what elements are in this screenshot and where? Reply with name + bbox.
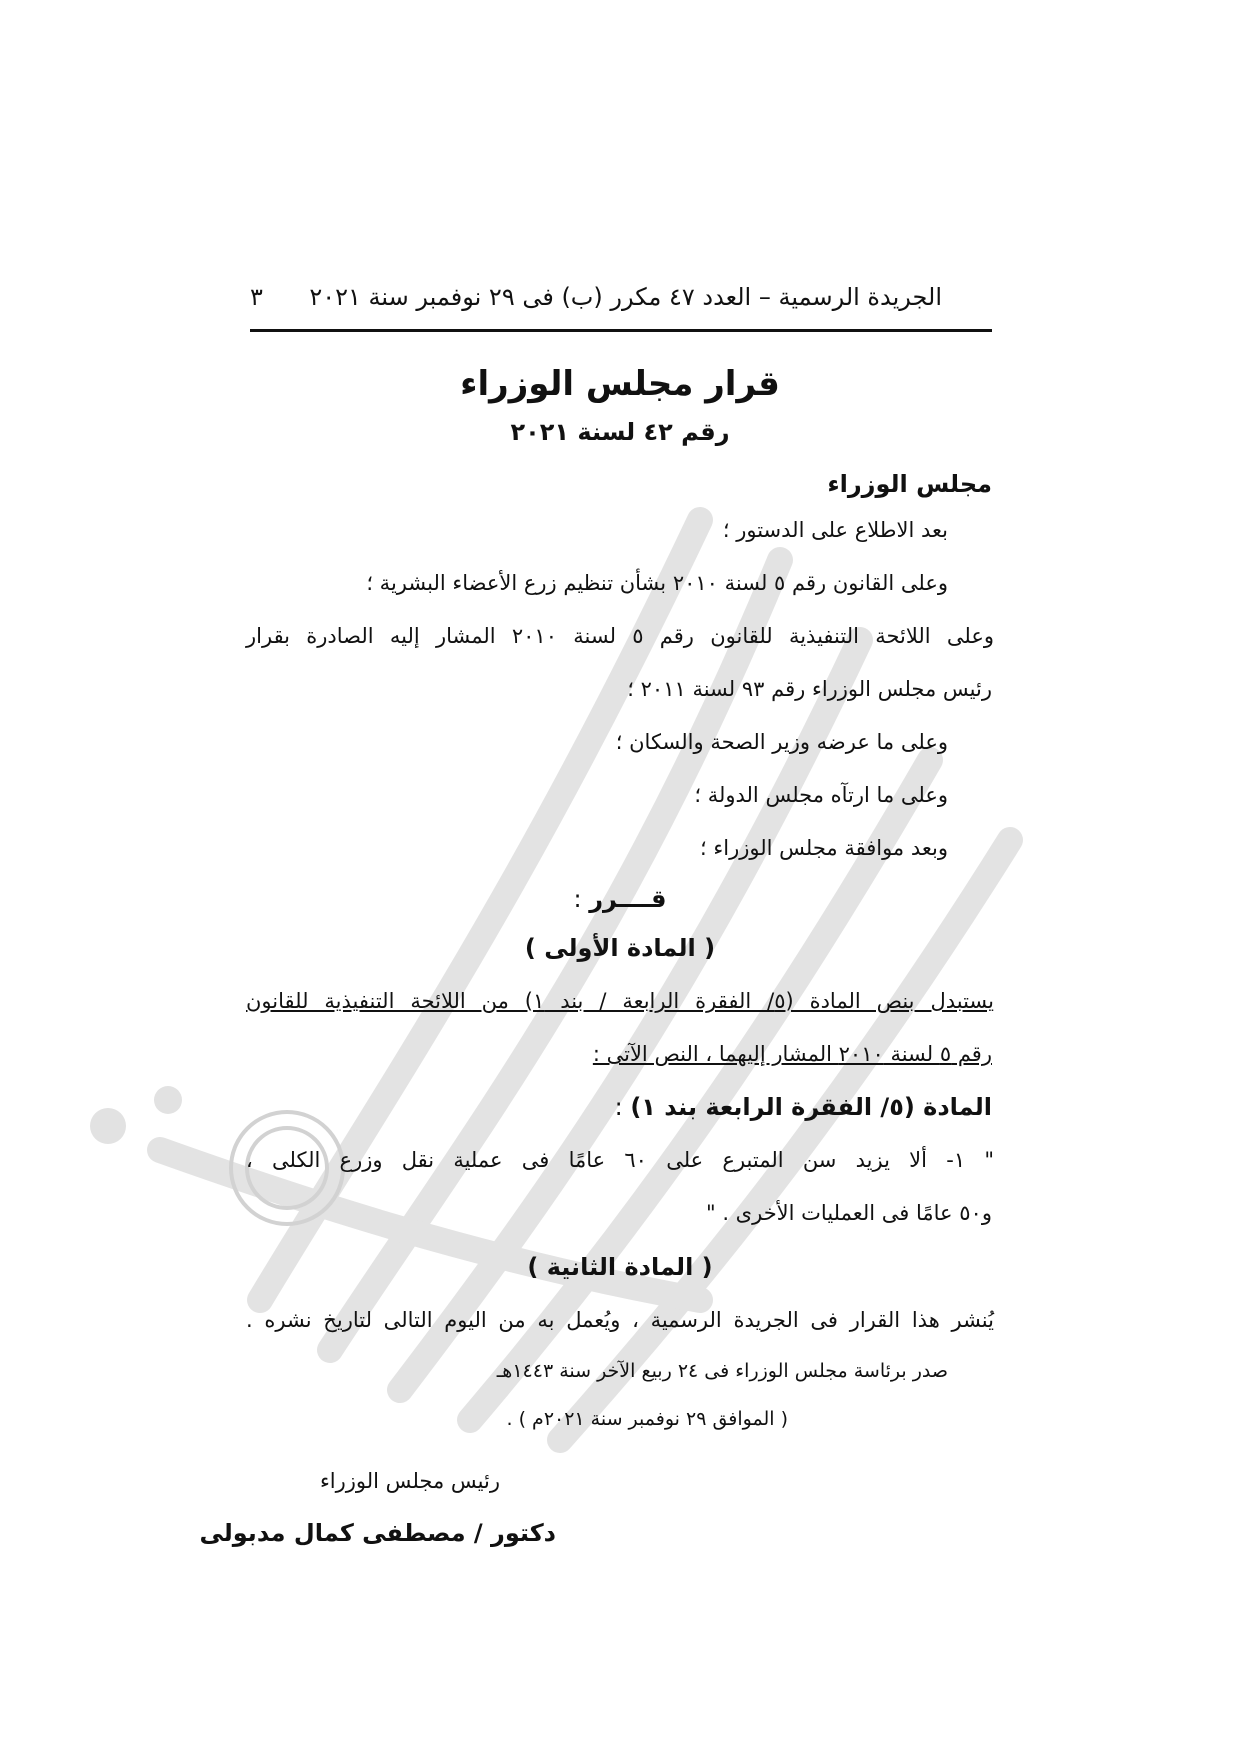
article-1-line-1: يستبدل بنص المادة (٥/ الفقرة الرابعة / بند ١) من اللائحة التنفيذية للقانون (246, 989, 994, 1013)
header-rule (250, 329, 992, 332)
preamble-line-6: وبعد موافقة مجلس الوزراء ؛ (700, 836, 948, 860)
article-5-heading-text: المادة (٥/ الفقرة الرابعة بند ١) (630, 1093, 992, 1121)
signature-name: دكتور / مصطفى كمال مدبولى (199, 1519, 556, 1547)
article-5-heading-colon: : (614, 1093, 631, 1121)
decree-title: قرار مجلس الوزراء (460, 364, 780, 404)
header-title: الجريدة الرسمية – العدد ٤٧ مكرر (ب) فى ٢٩ نوفمبر سنة ٢٠٢١ (309, 283, 942, 311)
preamble-line-2: وعلى القانون رقم ٥ لسنة ٢٠١٠ بشأن تنظيم زرع الأعضاء البشرية ؛ (366, 571, 948, 595)
decree-number: رقم ٤٢ لسنة ٢٠٢١ (510, 418, 730, 446)
signature-title: رئيس مجلس الوزراء (319, 1469, 500, 1493)
issued-line-2: ( الموافق ٢٩ نوفمبر سنة ٢٠٢١م ) . (506, 1408, 788, 1430)
decree-colon: : (573, 885, 590, 913)
article-1-line-2: رقم ٥ لسنة ٢٠١٠ المشار إليهما ، النص الآتى : (592, 1042, 992, 1066)
preamble-heading: مجلس الوزراء (827, 470, 992, 498)
amended-text-line-2: و٥٠ عامًا فى العمليات الأخرى . " (705, 1201, 992, 1225)
article-2-heading: ( المادة الثانية ) (527, 1253, 713, 1281)
decree-word (0, 884, 1240, 914)
decree-word-text: قــــرر (589, 885, 667, 913)
preamble-line-4: وعلى ما عرضه وزير الصحة والسكان ؛ (615, 730, 948, 754)
article-1-heading: ( المادة الأولى ) (524, 934, 716, 962)
preamble-line-3: وعلى اللائحة التنفيذية للقانون رقم ٥ لسنة ٢٠١٠ المشار إليه الصادرة بقرار (246, 624, 994, 648)
article-5-heading (615, 1092, 992, 1122)
amended-text-line-1: " ١- ألا يزيد سن المتبرع على ٦٠ عامًا فى عملية نقل وزرع الكلى ، (246, 1148, 994, 1172)
preamble-line-5: وعلى ما ارتآه مجلس الدولة ؛ (694, 783, 948, 807)
preamble-line-1: بعد الاطلاع على الدستور ؛ (722, 518, 948, 542)
preamble-line-3-cont: رئيس مجلس الوزراء رقم ٩٣ لسنة ٢٠١١ ؛ (627, 677, 992, 701)
issued-line-1: صدر برئاسة مجلس الوزراء فى ٢٤ ربيع الآخر سنة ١٤٤٣هـ (496, 1360, 948, 1382)
article-2-text: يُنشر هذا القرار فى الجريدة الرسمية ، ويُعمل به من اليوم التالى لتاريخ نشره . (246, 1308, 994, 1332)
page-number: ٣ (250, 283, 263, 311)
page-header (250, 282, 942, 312)
